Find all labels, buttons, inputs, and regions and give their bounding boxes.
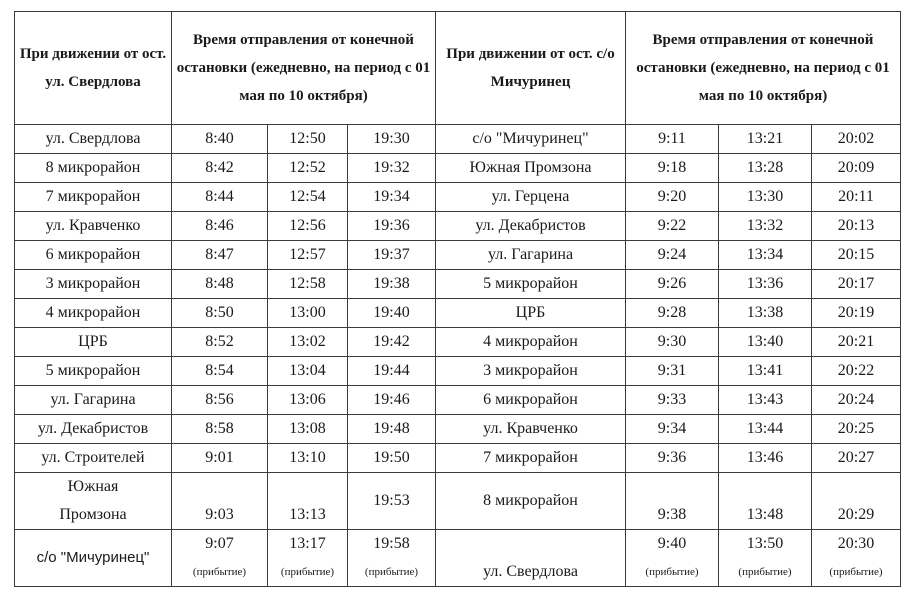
- route2-time: 9:38: [657, 506, 687, 523]
- route1-stop-name: 8 микрорайон: [45, 159, 141, 176]
- route2-stop-header: При движении от ост. с/о Мичуринец: [436, 12, 626, 125]
- route2-time: 13:28: [746, 159, 784, 176]
- route1-time-cell: [172, 386, 268, 415]
- route2-time: 13:44: [746, 420, 784, 437]
- arrival-label: (прибытие): [364, 566, 419, 578]
- route2-stop-name: ул. Декабристов: [475, 217, 586, 234]
- route1-time-cell: [348, 241, 436, 270]
- route2-stop-cell: [436, 357, 626, 386]
- route1-time: 19:36: [373, 217, 410, 234]
- route1-stop-cell: [15, 183, 172, 212]
- route2-time: 9:26: [657, 275, 687, 292]
- arrival-label: (прибытие): [192, 566, 247, 578]
- route1-stop-name: с/о "Мичуринец": [36, 549, 150, 566]
- route2-time: 13:46: [746, 449, 784, 466]
- route2-time-cell: [626, 241, 719, 270]
- route1-time: 19:58: [373, 535, 410, 552]
- route1-time: 8:52: [205, 333, 234, 350]
- route1-stop-name: 3 микрорайон: [45, 275, 141, 292]
- route2-time: 9:22: [657, 217, 687, 234]
- route1-time: 19:37: [373, 246, 410, 263]
- table-row: [15, 212, 901, 241]
- route1-stop-cell: [15, 328, 172, 357]
- route1-time: 13:13: [289, 506, 326, 523]
- route1-time-cell: [348, 212, 436, 241]
- route1-stop-name: ул. Строителей: [41, 449, 145, 466]
- route1-time-cell: [172, 473, 268, 530]
- route2-stop-name: ул. Гагарина: [487, 246, 574, 263]
- route1-time-cell: [172, 154, 268, 183]
- route2-time-cell: [812, 270, 901, 299]
- route2-stop-name: Южная Промзона: [469, 159, 592, 176]
- route1-time: 19:53: [373, 492, 410, 509]
- route1-time-cell: [268, 241, 348, 270]
- route2-time-cell: [719, 241, 812, 270]
- route1-stop-line2: Промзона: [59, 506, 127, 523]
- route1-time-cell: [348, 415, 436, 444]
- route1-time: 19:50: [373, 449, 410, 466]
- route2-stop-cell: [436, 270, 626, 299]
- route1-time-cell: [268, 125, 348, 154]
- route2-stop-name: 4 микрорайон: [483, 333, 578, 350]
- route1-time: 8:54: [205, 362, 234, 379]
- route1-time-cell: [348, 299, 436, 328]
- route1-stop-line1: Южная: [67, 478, 119, 495]
- route2-time-cell: [812, 444, 901, 473]
- route1-stop-cell: [15, 299, 172, 328]
- route1-time: 8:42: [205, 159, 234, 176]
- route1-time-cell: [172, 415, 268, 444]
- route2-time-cell: [626, 154, 719, 183]
- route2-time: 20:15: [837, 246, 875, 263]
- route2-time: 20:24: [837, 391, 875, 408]
- route1-time-cell: [172, 241, 268, 270]
- route2-time-cell: [719, 415, 812, 444]
- route2-time: 20:22: [837, 362, 875, 379]
- table-row: [15, 530, 901, 587]
- route2-time-cell: [719, 530, 812, 587]
- route2-times-header: Время отправления от конечной остановки (ежедневно, на период с 01 мая по 10 октября): [626, 12, 901, 125]
- route1-time-cell: [172, 212, 268, 241]
- route2-time: 20:27: [837, 449, 875, 466]
- route2-stop-cell: [436, 473, 626, 530]
- route2-time: 20:29: [837, 506, 875, 523]
- route2-time-cell: [719, 473, 812, 530]
- route1-time-cell: [172, 357, 268, 386]
- route2-time-cell: [812, 328, 901, 357]
- route1-stop-name: 5 микрорайон: [45, 362, 141, 379]
- table-row: [15, 415, 901, 444]
- route2-time: 20:21: [837, 333, 875, 350]
- table-row: [15, 154, 901, 183]
- route2-time: 9:24: [657, 246, 687, 263]
- route1-stop-cell: [15, 154, 172, 183]
- route2-time: 13:32: [746, 217, 784, 234]
- route2-stop-name: 5 микрорайон: [483, 275, 578, 292]
- bus-schedule-table: [14, 11, 901, 587]
- route2-time-cell: [626, 386, 719, 415]
- route1-time-cell: [172, 270, 268, 299]
- route2-time: 20:30: [837, 535, 875, 552]
- route1-time: 12:57: [289, 246, 326, 263]
- route1-time: 13:08: [289, 420, 326, 437]
- route1-time: 9:03: [205, 506, 234, 523]
- route2-time-cell: [719, 299, 812, 328]
- route2-stop-name: 7 микрорайон: [483, 449, 578, 466]
- route1-time-cell: [268, 299, 348, 328]
- route2-time: 20:17: [837, 275, 875, 292]
- route2-time: 9:40: [657, 535, 687, 552]
- route2-time: 13:38: [746, 304, 784, 321]
- route1-time: 8:47: [205, 246, 234, 263]
- route2-time-cell: [719, 212, 812, 241]
- route2-time: 20:02: [837, 130, 875, 147]
- route2-time-cell: [719, 125, 812, 154]
- route2-time-cell: [626, 125, 719, 154]
- route1-stop-cell: [15, 444, 172, 473]
- route2-time: 13:50: [746, 535, 784, 552]
- route2-stop-name: с/о "Мичуринец": [472, 130, 589, 147]
- route2-stop-name: ул. Кравченко: [483, 420, 578, 437]
- route2-time: 20:25: [837, 420, 875, 437]
- route1-time: 8:58: [205, 420, 234, 437]
- route1-time-cell: [268, 444, 348, 473]
- route2-stop-cell: [436, 530, 626, 587]
- table-row: [15, 328, 901, 357]
- route2-stop-cell: [436, 125, 626, 154]
- route2-time-cell: [626, 530, 719, 587]
- route2-time: 9:30: [657, 333, 687, 350]
- route2-stop-name: ул. Герцена: [491, 188, 570, 205]
- route2-time-cell: [626, 183, 719, 212]
- route1-time-cell: [348, 386, 436, 415]
- route1-time-cell: [348, 154, 436, 183]
- route2-stop-name: 3 микрорайон: [483, 362, 578, 379]
- route1-time-cell: [172, 125, 268, 154]
- route2-time: 9:20: [657, 188, 687, 205]
- route1-time: 8:46: [205, 217, 234, 234]
- route1-stop-name: ЦРБ: [78, 333, 108, 350]
- route1-time: 13:00: [289, 304, 326, 321]
- route1-time-cell: [348, 183, 436, 212]
- route2-stop-cell: [436, 154, 626, 183]
- route2-time: 13:41: [746, 362, 784, 379]
- table-row: [15, 241, 901, 270]
- route2-time-cell: [626, 299, 719, 328]
- route2-stop-cell: [436, 212, 626, 241]
- route1-time-cell: [268, 328, 348, 357]
- route1-stop-name: 6 микрорайон: [45, 246, 141, 263]
- route1-stop-name: ул. Кравченко: [45, 217, 141, 234]
- route1-time: 13:04: [289, 362, 326, 379]
- route1-time-cell: [348, 328, 436, 357]
- route2-time: 9:28: [657, 304, 687, 321]
- route1-time: 13:10: [289, 449, 326, 466]
- route1-time-cell: [348, 530, 436, 587]
- route1-time-cell: [348, 473, 436, 530]
- route1-time: 9:01: [205, 449, 234, 466]
- route2-time-cell: [719, 154, 812, 183]
- table-row: [15, 473, 901, 530]
- route2-time-cell: [812, 154, 901, 183]
- route1-stop-cell: [15, 212, 172, 241]
- route2-time-cell: [719, 328, 812, 357]
- route2-stop-cell: [436, 386, 626, 415]
- route1-time-cell: [268, 386, 348, 415]
- route2-time-cell: [812, 473, 901, 530]
- route1-time-cell: [348, 270, 436, 299]
- route2-time-cell: [812, 241, 901, 270]
- route2-time-cell: [626, 357, 719, 386]
- route1-stop-cell: [15, 415, 172, 444]
- route2-time: 20:13: [837, 217, 875, 234]
- route1-time: 13:06: [289, 391, 326, 408]
- route2-time-cell: [719, 444, 812, 473]
- route2-time-cell: [812, 299, 901, 328]
- route1-stop-cell: [15, 530, 172, 587]
- route2-time-cell: [626, 473, 719, 530]
- route2-time-cell: [626, 328, 719, 357]
- route2-time: 13:48: [746, 506, 784, 523]
- route1-time: 19:44: [373, 362, 410, 379]
- route1-time: 8:44: [205, 188, 234, 205]
- route1-time: 8:56: [205, 391, 234, 408]
- route1-time: 8:40: [205, 130, 234, 147]
- table-row: [15, 299, 901, 328]
- route2-stop-cell: [436, 183, 626, 212]
- route1-stop-cell: [15, 125, 172, 154]
- route1-time-cell: [268, 357, 348, 386]
- route1-stop-name: ул. Декабристов: [37, 420, 149, 437]
- table-row: [15, 386, 901, 415]
- route1-time-cell: [172, 299, 268, 328]
- table-row: [15, 125, 901, 154]
- arrival-label: (прибытие): [645, 566, 699, 578]
- route1-time-cell: [268, 212, 348, 241]
- route2-stop-cell: [436, 444, 626, 473]
- route1-time-cell: [172, 530, 268, 587]
- route2-time: 9:34: [657, 420, 687, 437]
- route1-stop-name: 7 микрорайон: [45, 188, 141, 205]
- route2-time-cell: [626, 270, 719, 299]
- route1-time: 19:48: [373, 420, 410, 437]
- route1-stop-cell: [15, 241, 172, 270]
- arrival-label: (прибытие): [280, 566, 335, 578]
- route1-time: 12:50: [289, 130, 326, 147]
- route1-time: 19:40: [373, 304, 410, 321]
- route1-time: 19:30: [373, 130, 410, 147]
- route1-time: 12:58: [289, 275, 326, 292]
- route2-time: 13:36: [746, 275, 784, 292]
- route1-time: 19:38: [373, 275, 410, 292]
- route2-time: 9:11: [658, 130, 686, 147]
- route1-time-cell: [268, 270, 348, 299]
- route2-stop-cell: [436, 241, 626, 270]
- route1-time-cell: [172, 183, 268, 212]
- route2-time: 20:11: [838, 188, 874, 205]
- table-row: [15, 183, 901, 212]
- route1-time: 19:32: [373, 159, 410, 176]
- route1-time-cell: [268, 415, 348, 444]
- route2-time-cell: [812, 386, 901, 415]
- route1-time: 12:52: [289, 159, 326, 176]
- route1-stop-cell: [15, 386, 172, 415]
- route2-time-cell: [626, 444, 719, 473]
- route1-time: 19:34: [373, 188, 410, 205]
- route1-time-cell: [268, 154, 348, 183]
- route2-time-cell: [812, 530, 901, 587]
- route1-time: 13:17: [289, 535, 326, 552]
- route1-time: 19:42: [373, 333, 410, 350]
- route1-stop-name: ул. Гагарина: [50, 391, 136, 408]
- route2-time: 13:21: [746, 130, 784, 147]
- route2-time-cell: [812, 357, 901, 386]
- route1-time: 9:07: [205, 535, 234, 552]
- route1-time-cell: [268, 183, 348, 212]
- route2-stop-name: 6 микрорайон: [483, 391, 578, 408]
- route1-times-header: Время отправления от конечной остановки (ежедневно, на период с 01 мая по 10 октября): [172, 12, 436, 125]
- route2-time: 13:40: [746, 333, 784, 350]
- route2-time: 20:09: [837, 159, 875, 176]
- route1-time-cell: [348, 357, 436, 386]
- route2-time-cell: [719, 270, 812, 299]
- route1-time: 8:50: [205, 304, 234, 321]
- route1-stop-cell: [15, 473, 172, 530]
- route2-time: 9:18: [657, 159, 687, 176]
- route2-time-cell: [626, 212, 719, 241]
- route1-time: 19:46: [373, 391, 410, 408]
- route2-time-cell: [812, 212, 901, 241]
- route2-time-cell: [812, 415, 901, 444]
- route1-stop-cell: [15, 357, 172, 386]
- route1-stop-header: При движении от ост. ул. Свердлова: [15, 12, 172, 125]
- route2-time: 9:31: [657, 362, 687, 379]
- route2-time-cell: [719, 183, 812, 212]
- route2-stop-name: ЦРБ: [515, 304, 546, 321]
- route1-time: 13:02: [289, 333, 326, 350]
- route1-time-cell: [348, 444, 436, 473]
- route1-time: 12:54: [289, 188, 326, 205]
- table-row: [15, 444, 901, 473]
- route2-stop-name: 8 микрорайон: [483, 492, 578, 509]
- route1-stop-cell: [15, 270, 172, 299]
- route2-time-cell: [719, 357, 812, 386]
- route1-time: 12:56: [289, 217, 326, 234]
- arrival-label: (прибытие): [738, 566, 792, 578]
- route1-stop-name: 4 микрорайон: [45, 304, 141, 321]
- route2-time: 13:30: [746, 188, 784, 205]
- route2-time-cell: [626, 415, 719, 444]
- route2-time: 20:19: [837, 304, 875, 321]
- route2-time: 9:36: [657, 449, 687, 466]
- arrival-label: (прибытие): [829, 566, 883, 578]
- route1-time-cell: [268, 473, 348, 530]
- route2-stop-name: ул. Свердлова: [483, 563, 578, 580]
- route1-time-cell: [172, 444, 268, 473]
- route2-stop-cell: [436, 415, 626, 444]
- route2-time-cell: [812, 125, 901, 154]
- route2-time: 13:43: [746, 391, 784, 408]
- route2-time-cell: [719, 386, 812, 415]
- route1-time-cell: [268, 530, 348, 587]
- route1-time-cell: [172, 328, 268, 357]
- route2-stop-cell: [436, 299, 626, 328]
- route2-time-cell: [812, 183, 901, 212]
- table-row: [15, 270, 901, 299]
- route1-stop-name: ул. Свердлова: [45, 130, 141, 147]
- table-row: [15, 357, 901, 386]
- route2-time: 13:34: [746, 246, 784, 263]
- route2-time: 9:33: [657, 391, 687, 408]
- route1-time: 8:48: [205, 275, 234, 292]
- route2-stop-cell: [436, 328, 626, 357]
- route1-time-cell: [348, 125, 436, 154]
- table-header-row: [15, 12, 901, 125]
